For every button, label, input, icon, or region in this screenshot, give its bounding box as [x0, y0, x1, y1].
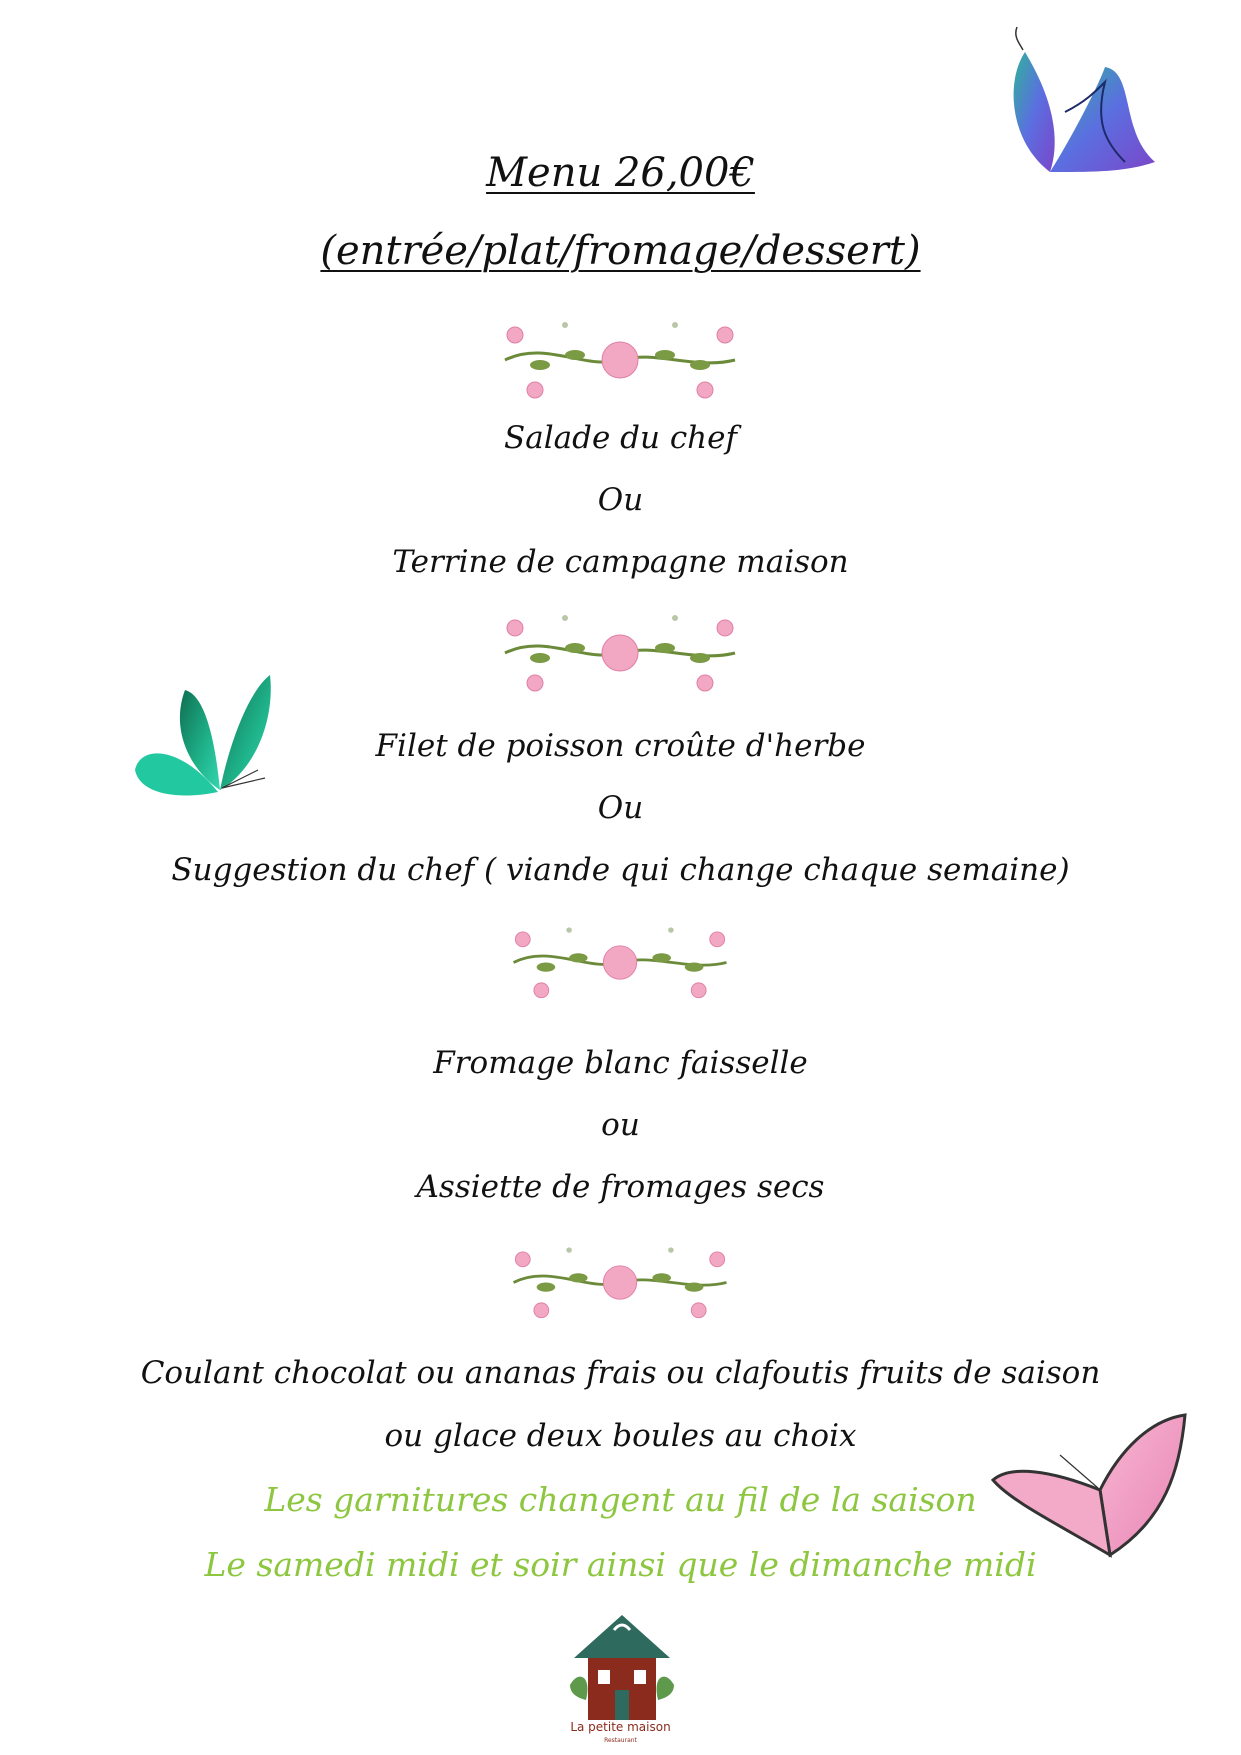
floral-divider-icon — [495, 1235, 745, 1330]
fromage-option-1: Fromage blanc faisselle — [433, 1045, 808, 1081]
note-garnitures: Les garnitures changent au fil de la saison — [264, 1480, 977, 1519]
logo-name: La petite maison — [570, 1720, 671, 1734]
fromage-or: ou — [601, 1107, 640, 1143]
entree-option-1: Salade du chef — [504, 420, 737, 456]
floral-divider-icon — [495, 915, 745, 1010]
logo-tagline: Restaurant — [604, 1737, 637, 1744]
plat-option-1: Filet de poisson croûte d'herbe — [375, 728, 866, 764]
floral-divider-icon — [485, 310, 755, 410]
dessert-line-2: ou glace deux boules au choix — [384, 1418, 857, 1454]
plat-option-2: Suggestion du chef ( viande qui change chaque semaine) — [171, 852, 1070, 888]
dessert-line-1: Coulant chocolat ou ananas frais ou clafoutis fruits de saison — [140, 1355, 1101, 1391]
menu-subtitle: (entrée/plat/fromage/dessert) — [320, 228, 921, 274]
floral-divider-icon — [485, 603, 755, 703]
plat-or: Ou — [597, 790, 644, 826]
note-service: Le samedi midi et soir ainsi que le dimanche midi — [204, 1545, 1037, 1584]
entree-or: Ou — [597, 482, 644, 518]
fromage-option-2: Assiette de fromages secs — [416, 1169, 825, 1205]
entree-option-2: Terrine de campagne maison — [392, 544, 849, 580]
menu-title: Menu 26,00€ — [486, 150, 755, 196]
